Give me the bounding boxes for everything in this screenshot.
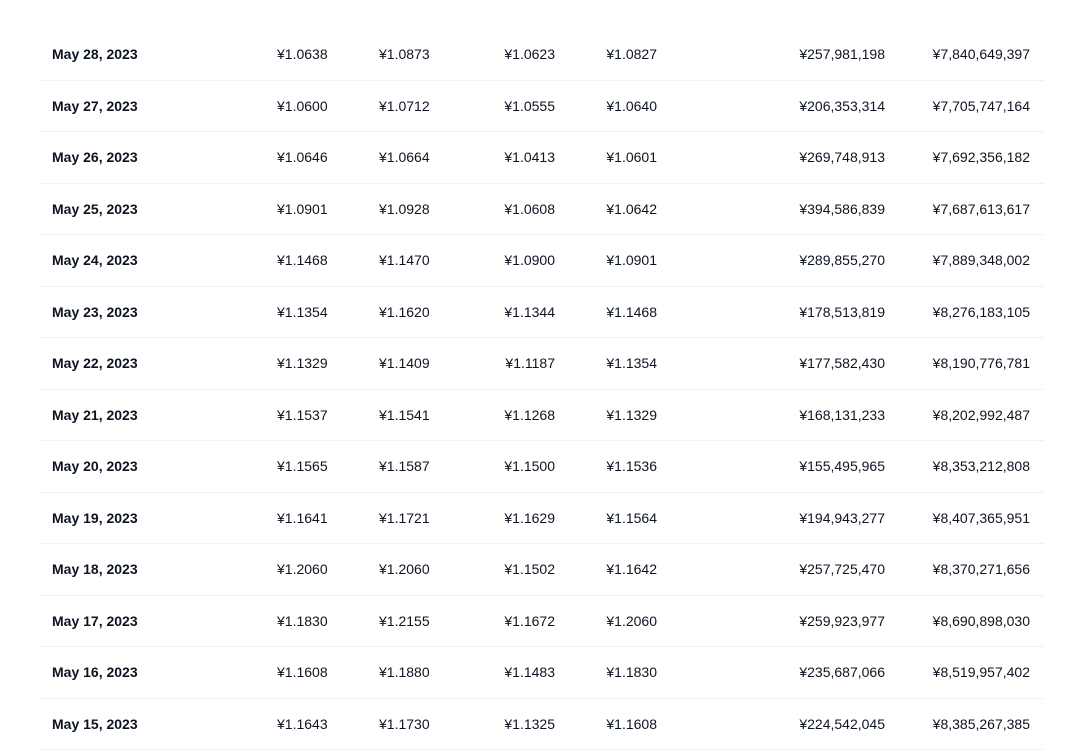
high-cell: ¥1.1730 [379, 699, 430, 750]
table-row [38, 287, 1044, 339]
market-cap-cell: ¥7,889,348,002 [933, 235, 1030, 287]
low-cell: ¥1.1325 [504, 699, 555, 750]
high-cell: ¥1.1620 [379, 287, 430, 339]
date-cell: May 20, 2023 [52, 441, 138, 493]
close-cell: ¥1.1642 [606, 544, 657, 596]
low-cell: ¥1.1483 [504, 647, 555, 699]
table-row [38, 184, 1044, 236]
high-cell: ¥1.0712 [379, 81, 430, 133]
low-cell: ¥1.1500 [504, 441, 555, 493]
table-row [38, 699, 1044, 750]
date-cell: May 25, 2023 [52, 184, 138, 236]
market-cap-cell: ¥7,840,649,397 [933, 29, 1030, 81]
high-cell: ¥1.2060 [379, 544, 430, 596]
volume-cell: ¥269,748,913 [799, 132, 885, 184]
volume-cell: ¥178,513,819 [799, 287, 885, 339]
market-cap-cell: ¥8,370,271,656 [933, 544, 1030, 596]
date-cell: May 17, 2023 [52, 596, 138, 648]
low-cell: ¥1.1268 [504, 390, 555, 442]
low-cell: ¥1.0413 [504, 132, 555, 184]
table-row [38, 544, 1044, 596]
date-cell: May 19, 2023 [52, 493, 138, 545]
table-row [38, 132, 1044, 184]
volume-cell: ¥194,943,277 [799, 493, 885, 545]
low-cell: ¥1.1672 [504, 596, 555, 648]
table-row [38, 338, 1044, 390]
open-cell: ¥1.2060 [277, 544, 328, 596]
open-cell: ¥1.1565 [277, 441, 328, 493]
open-cell: ¥1.1354 [277, 287, 328, 339]
date-cell: May 21, 2023 [52, 390, 138, 442]
open-cell: ¥1.1468 [277, 235, 328, 287]
high-cell: ¥1.1721 [379, 493, 430, 545]
date-cell: May 16, 2023 [52, 647, 138, 699]
market-cap-cell: ¥8,519,957,402 [933, 647, 1030, 699]
close-cell: ¥1.0601 [606, 132, 657, 184]
table-row [38, 441, 1044, 493]
open-cell: ¥1.1643 [277, 699, 328, 750]
market-cap-cell: ¥8,690,898,030 [933, 596, 1030, 648]
date-cell: May 27, 2023 [52, 81, 138, 133]
market-cap-cell: ¥7,687,613,617 [933, 184, 1030, 236]
close-cell: ¥1.1536 [606, 441, 657, 493]
close-cell: ¥1.1564 [606, 493, 657, 545]
close-cell: ¥1.0827 [606, 29, 657, 81]
high-cell: ¥1.2155 [379, 596, 430, 648]
close-cell: ¥1.0901 [606, 235, 657, 287]
market-cap-cell: ¥8,407,365,951 [933, 493, 1030, 545]
close-cell: ¥1.0642 [606, 184, 657, 236]
market-cap-cell: ¥8,190,776,781 [933, 338, 1030, 390]
table-row [38, 493, 1044, 545]
volume-cell: ¥257,725,470 [799, 544, 885, 596]
volume-cell: ¥177,582,430 [799, 338, 885, 390]
market-cap-cell: ¥8,385,267,385 [933, 699, 1030, 750]
table-row [38, 596, 1044, 648]
market-cap-cell: ¥8,276,183,105 [933, 287, 1030, 339]
high-cell: ¥1.1541 [379, 390, 430, 442]
low-cell: ¥1.1629 [504, 493, 555, 545]
low-cell: ¥1.1187 [505, 338, 555, 390]
open-cell: ¥1.0901 [277, 184, 328, 236]
close-cell: ¥1.1830 [606, 647, 657, 699]
volume-cell: ¥289,855,270 [799, 235, 885, 287]
high-cell: ¥1.1470 [379, 235, 430, 287]
historical-data-table [38, 29, 1044, 750]
high-cell: ¥1.1587 [379, 441, 430, 493]
table-row [38, 81, 1044, 133]
date-cell: May 22, 2023 [52, 338, 138, 390]
table-row [38, 647, 1044, 699]
market-cap-cell: ¥8,202,992,487 [933, 390, 1030, 442]
low-cell: ¥1.0608 [504, 184, 555, 236]
high-cell: ¥1.1880 [379, 647, 430, 699]
open-cell: ¥1.1608 [277, 647, 328, 699]
market-cap-cell: ¥7,692,356,182 [933, 132, 1030, 184]
market-cap-cell: ¥8,353,212,808 [933, 441, 1030, 493]
volume-cell: ¥224,542,045 [799, 699, 885, 750]
close-cell: ¥1.1608 [606, 699, 657, 750]
open-cell: ¥1.0646 [277, 132, 328, 184]
date-cell: May 26, 2023 [52, 132, 138, 184]
volume-cell: ¥206,353,314 [799, 81, 885, 133]
volume-cell: ¥394,586,839 [799, 184, 885, 236]
open-cell: ¥1.1537 [277, 390, 328, 442]
low-cell: ¥1.0900 [504, 235, 555, 287]
close-cell: ¥1.2060 [606, 596, 657, 648]
close-cell: ¥1.0640 [606, 81, 657, 133]
table-row [38, 390, 1044, 442]
table-row [38, 235, 1044, 287]
open-cell: ¥1.1641 [277, 493, 328, 545]
table-row [38, 29, 1044, 81]
volume-cell: ¥155,495,965 [799, 441, 885, 493]
volume-cell: ¥259,923,977 [799, 596, 885, 648]
close-cell: ¥1.1468 [606, 287, 657, 339]
low-cell: ¥1.0555 [504, 81, 555, 133]
open-cell: ¥1.0638 [277, 29, 328, 81]
low-cell: ¥1.1502 [504, 544, 555, 596]
date-cell: May 24, 2023 [52, 235, 138, 287]
high-cell: ¥1.1409 [379, 338, 430, 390]
high-cell: ¥1.0873 [379, 29, 430, 81]
volume-cell: ¥257,981,198 [799, 29, 885, 81]
low-cell: ¥1.1344 [504, 287, 555, 339]
open-cell: ¥1.0600 [277, 81, 328, 133]
low-cell: ¥1.0623 [504, 29, 555, 81]
high-cell: ¥1.0664 [379, 132, 430, 184]
high-cell: ¥1.0928 [379, 184, 430, 236]
market-cap-cell: ¥7,705,747,164 [933, 81, 1030, 133]
date-cell: May 23, 2023 [52, 287, 138, 339]
close-cell: ¥1.1354 [606, 338, 657, 390]
date-cell: May 18, 2023 [52, 544, 138, 596]
date-cell: May 28, 2023 [52, 29, 138, 81]
volume-cell: ¥168,131,233 [799, 390, 885, 442]
open-cell: ¥1.1830 [277, 596, 328, 648]
close-cell: ¥1.1329 [606, 390, 657, 442]
volume-cell: ¥235,687,066 [799, 647, 885, 699]
open-cell: ¥1.1329 [277, 338, 328, 390]
date-cell: May 15, 2023 [52, 699, 138, 750]
